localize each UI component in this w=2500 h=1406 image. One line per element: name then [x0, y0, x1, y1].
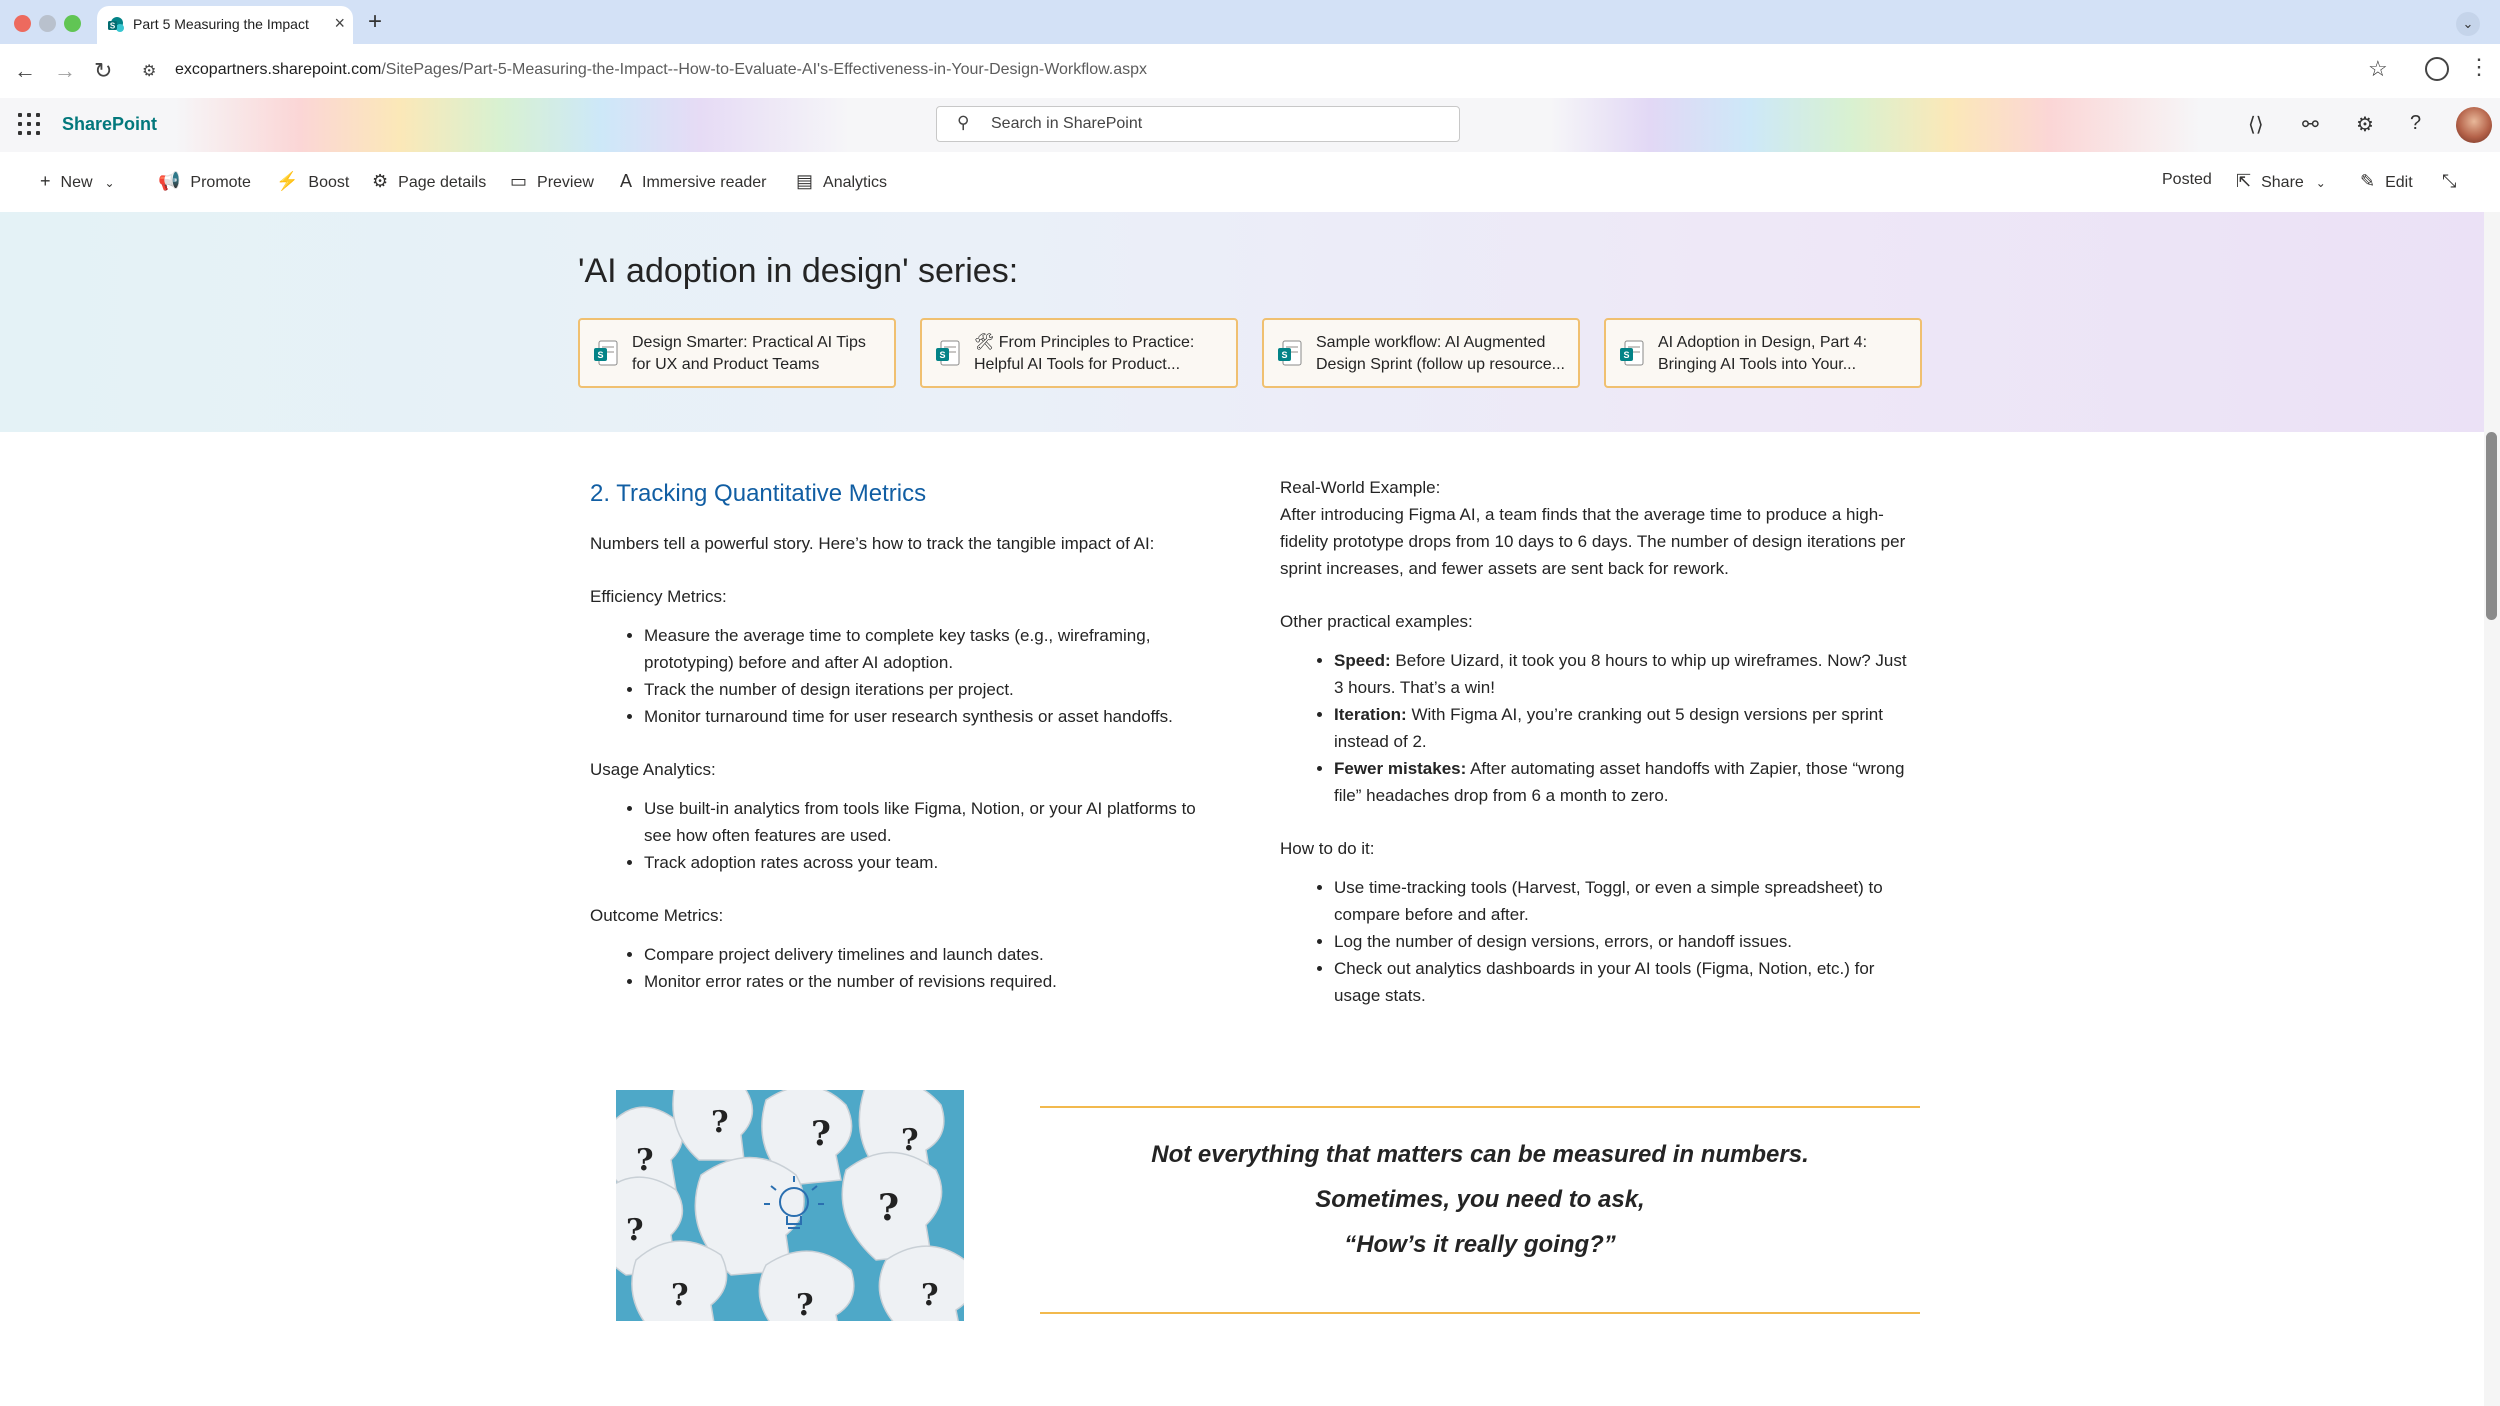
forward-arrow-icon[interactable]: →	[54, 58, 76, 83]
browser-tabstrip	[0, 0, 2500, 44]
series-link-card[interactable]	[920, 318, 1238, 388]
boost-label: Boost	[308, 174, 350, 191]
address-bar[interactable]	[175, 61, 1147, 79]
example-label: Speed:	[1334, 651, 1391, 670]
svg-text:S: S	[109, 21, 116, 31]
immersive-reader-button[interactable]	[620, 171, 767, 192]
search-box[interactable]	[936, 106, 1460, 142]
svg-text:?: ?	[878, 1187, 900, 1229]
card-title-line2: Helpful AI Tools for Product...	[974, 356, 1181, 373]
list-item: • Log the number of design versions, errors, or handoff issues.	[1334, 928, 1920, 955]
quote-line-1: Not everything that matters can be measured in numbers.	[1151, 1141, 1809, 1168]
svg-text:S: S	[1281, 350, 1288, 360]
plus-icon: +	[40, 171, 51, 191]
card-title-line2: Design Sprint (follow up resource...	[1316, 356, 1565, 373]
analytics-icon: ▤	[796, 171, 814, 191]
quote-line-3: “How’s it really going?”	[1344, 1231, 1616, 1258]
chevron-down-icon: ⌄	[2315, 176, 2326, 190]
edit-label: Edit	[2385, 174, 2413, 191]
browser-menu-icon[interactable]: ⋮	[2468, 54, 2490, 79]
efficiency-metrics-heading: Efficiency Metrics:	[590, 587, 727, 606]
new-button[interactable]	[40, 171, 115, 192]
svg-text:?: ?	[811, 1114, 831, 1154]
share-button[interactable]	[2236, 171, 2326, 192]
site-settings-icon[interactable]: ⚙	[142, 63, 157, 80]
card-title-line2: for UX and Product Teams	[632, 356, 820, 373]
app-launcher-icon[interactable]	[18, 113, 40, 135]
posted-status: Posted	[2162, 171, 2212, 188]
share-label: Share	[2261, 174, 2304, 191]
sharepoint-page-icon	[1620, 340, 1644, 366]
profile-icon[interactable]	[2425, 57, 2449, 81]
promote-label: Promote	[190, 174, 251, 191]
gear-icon: ⚙	[372, 171, 389, 191]
search-icon: ⚲	[957, 113, 970, 132]
series-hero-section	[0, 212, 2484, 432]
page-details-button[interactable]	[372, 171, 486, 192]
reload-icon[interactable]: ↻	[94, 58, 113, 83]
right-text-column	[1280, 470, 1920, 1009]
series-title: 'AI adoption in design' series:	[578, 252, 1019, 290]
how-to-list	[1280, 874, 1920, 1009]
collapse-icon[interactable]: ⤡	[2442, 171, 2457, 191]
url-domain: excopartners.sharepoint.com	[175, 61, 382, 78]
url-path: /SitePages/Part-5-Measuring-the-Impact--How-to-Evaluate-AI's-Effectiveness-in-Your-Design-Workflow.aspx	[381, 61, 1148, 78]
left-text-column	[590, 470, 1220, 995]
svg-text:?: ?	[636, 1143, 654, 1178]
svg-text:S: S	[1623, 350, 1630, 360]
list-item: • Use built-in analytics from tools like Figma, Notion, or your AI platforms to see how often features are used.	[644, 795, 1220, 849]
edit-button[interactable]	[2360, 171, 2413, 192]
list-item: • Check out analytics dashboards in your AI tools (Figma, Notion, etc.) for usage stats.	[1334, 955, 1920, 1009]
svg-text:?: ?	[901, 1123, 919, 1158]
svg-text:?: ?	[671, 1278, 689, 1313]
tab-close-icon[interactable]: ×	[334, 13, 345, 33]
list-item: • Track adoption rates across your team.	[644, 849, 1220, 876]
immersive-reader-label: Immersive reader	[642, 174, 767, 191]
minimize-window-button[interactable]	[39, 15, 56, 32]
card-title-line1: AI Adoption in Design, Part 4:	[1658, 334, 1868, 351]
promote-button[interactable]	[158, 171, 251, 192]
example-text: After automating asset handoffs with Zapier, those “wrong file” headaches drop from 6 a month to zero.	[1334, 759, 1905, 805]
list-item	[1334, 647, 1920, 701]
list-item: • Monitor error rates or the number of revisions required.	[644, 968, 1220, 995]
close-window-button[interactable]	[14, 15, 31, 32]
sharepoint-page-icon	[936, 340, 960, 366]
list-item: • Compare project delivery timelines and launch dates.	[644, 941, 1220, 968]
analytics-button[interactable]	[796, 171, 887, 192]
svg-text:?: ?	[921, 1278, 939, 1313]
intro-paragraph: Numbers tell a powerful story. Here’s how to track the tangible impact of AI:	[590, 534, 1155, 553]
example-text: Before Uizard, it took you 8 hours to whip up wireframes. Now? Just 3 hours. That’s a win!	[1334, 651, 1907, 697]
sharepoint-page-icon	[594, 340, 618, 366]
outcome-metrics-heading: Outcome Metrics:	[590, 906, 724, 925]
maximize-window-button[interactable]	[64, 15, 81, 32]
search-placeholder: Search in SharePoint	[991, 115, 1143, 132]
bookmark-star-icon[interactable]: ☆	[2368, 56, 2388, 81]
help-icon[interactable]: ?	[2410, 112, 2422, 134]
quote-line-2: Sometimes, you need to ask,	[1315, 1186, 1645, 1213]
immersive-reader-icon: A	[620, 171, 633, 191]
tab-title: Part 5 Measuring the Impact	[133, 16, 309, 32]
sharepoint-favicon-icon	[107, 16, 125, 34]
usage-analytics-heading: Usage Analytics:	[590, 760, 716, 779]
other-examples-list	[1280, 647, 1920, 809]
sharepoint-brand-link[interactable]: SharePoint	[62, 114, 158, 134]
other-examples-heading: Other practical examples:	[1280, 612, 1473, 631]
outcome-metrics-list	[590, 941, 1220, 995]
copilot-icon[interactable]: ⟨⟩	[2248, 114, 2264, 136]
pencil-icon: ✎	[2360, 171, 2376, 191]
card-title-line1: 🛠 From Principles to Practice:	[974, 334, 1195, 351]
rocket-icon: ⚡	[276, 171, 299, 191]
svg-text:?: ?	[796, 1288, 814, 1321]
preview-label: Preview	[537, 174, 594, 191]
preview-button[interactable]	[510, 171, 594, 192]
quote-bottom-rule	[1040, 1312, 1920, 1314]
efficiency-metrics-list	[590, 622, 1220, 730]
pull-quote	[1040, 1132, 1920, 1267]
chevron-down-icon: ⌄	[104, 176, 115, 190]
usage-analytics-list	[590, 795, 1220, 876]
example-text: With Figma AI, you’re cranking out 5 design versions per sprint instead of 2.	[1334, 705, 1883, 751]
list-item: • Use time-tracking tools (Harvest, Toggl, or even a simple spreadsheet) to compare before and after.	[1334, 874, 1920, 928]
sharepoint-page-icon	[1278, 340, 1302, 366]
share-icon: ⇱	[2236, 171, 2252, 191]
paper-heads-illustration	[616, 1090, 964, 1321]
example-label: Fewer mistakes:	[1334, 759, 1467, 778]
svg-text:S: S	[939, 350, 946, 360]
tab-search-chevron-icon[interactable]: ⌄	[2456, 12, 2480, 36]
megaphone-icon: 📢	[158, 171, 181, 191]
real-world-example-heading: Real-World Example:	[1280, 478, 1441, 497]
list-item: • Measure the average time to complete key tasks (e.g., wireframing, prototyping) before and after AI adoption.	[644, 622, 1220, 676]
list-item	[1334, 755, 1920, 809]
svg-text:?: ?	[626, 1213, 644, 1248]
back-arrow-icon[interactable]: ←	[14, 58, 36, 83]
user-avatar[interactable]	[2456, 107, 2492, 143]
how-to-heading: How to do it:	[1280, 839, 1375, 858]
example-label: Iteration:	[1334, 705, 1407, 724]
quote-top-rule	[1040, 1106, 1920, 1108]
browser-tab-active[interactable]	[97, 6, 353, 44]
question-marks-image	[616, 1090, 964, 1321]
preview-icon: ▭	[510, 171, 528, 191]
list-item: • Track the number of design iterations per project.	[644, 676, 1220, 703]
page-command-bar	[0, 152, 2500, 213]
analytics-label: Analytics	[823, 174, 888, 191]
card-title-line1: Sample workflow: AI Augmented	[1316, 334, 1546, 351]
card-title-line1: Design Smarter: Practical AI Tips	[632, 334, 866, 351]
page-scrollbar-thumb[interactable]	[2486, 432, 2497, 620]
section-heading: 2. Tracking Quantitative Metrics	[590, 480, 927, 507]
boost-button[interactable]	[276, 171, 349, 192]
list-item: • Monitor turnaround time for user research synthesis or asset handoffs.	[644, 703, 1220, 730]
card-title-line2: Bringing AI Tools into Your...	[1658, 356, 1857, 373]
share-network-icon[interactable]: ⚯	[2302, 114, 2319, 136]
list-item	[1334, 701, 1920, 755]
svg-text:S: S	[597, 350, 604, 360]
page-scrollbar-track[interactable]	[2484, 212, 2500, 1406]
new-label: New	[60, 174, 93, 191]
settings-gear-icon[interactable]: ⚙	[2356, 114, 2374, 136]
browser-toolbar	[0, 44, 2500, 99]
series-link-card[interactable]	[578, 318, 896, 388]
real-world-example-text: After introducing Figma AI, a team finds that the average time to produce a high-fidelity prototype drops from 10 days to 6 days. The number of design iterations per sprint increases, and fewer assets are sent back for rework.	[1280, 505, 1906, 578]
series-link-card[interactable]	[1604, 318, 1922, 388]
series-link-card[interactable]	[1262, 318, 1580, 388]
svg-text:?: ?	[711, 1105, 729, 1140]
new-tab-button[interactable]: +	[368, 8, 383, 35]
sharepoint-suite-bar	[0, 98, 2500, 152]
page-details-label: Page details	[398, 174, 487, 191]
